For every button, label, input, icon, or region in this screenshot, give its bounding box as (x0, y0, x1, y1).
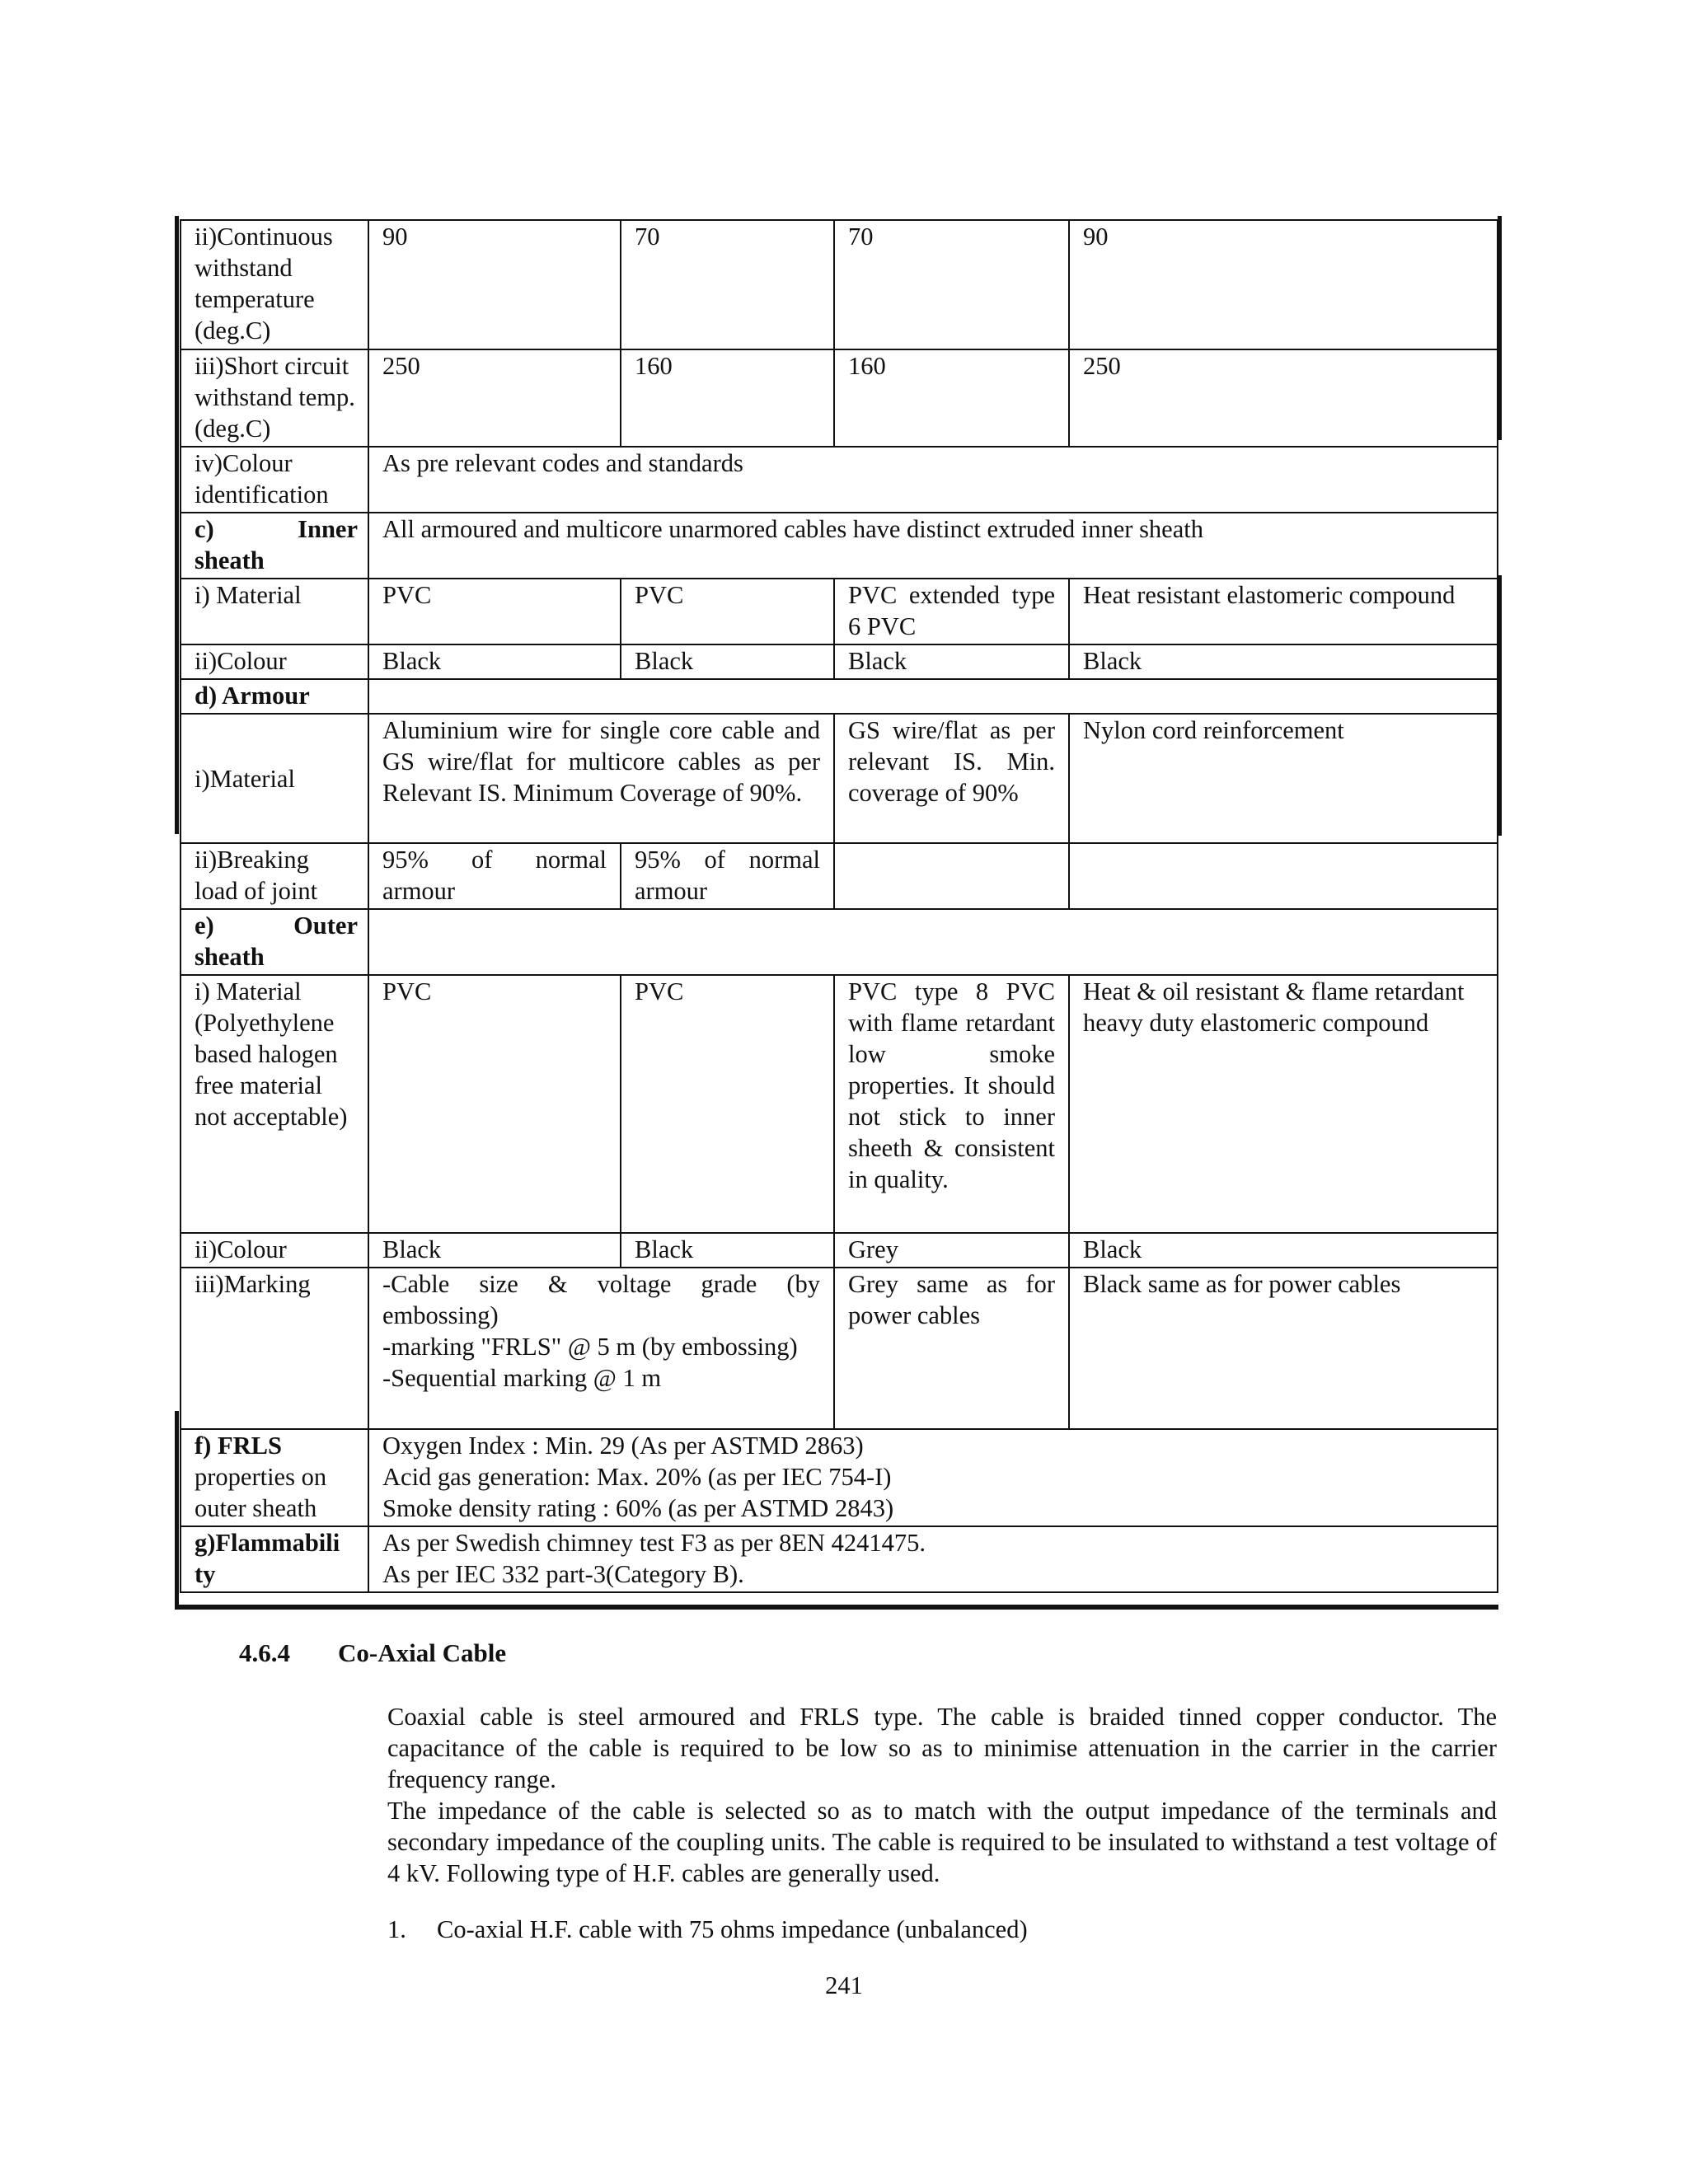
row-label: g)Flammabili ty (181, 1526, 368, 1592)
frls-line: Smoke density rating : 60% (as per ASTMD 2843) (382, 1494, 894, 1522)
list-item (387, 1914, 1028, 1945)
table-row (181, 220, 1498, 349)
label-part: Inner (298, 515, 358, 543)
row-label: ii)Colour (181, 1233, 368, 1268)
table-frame-left (175, 216, 179, 438)
list-number: 1. (387, 1915, 406, 1943)
flammability-line: As per Swedish chimney test F3 as per 8EN 4241475. (382, 1529, 926, 1557)
row-label: i) Material (Polyethylene based halogen free material not acceptable) (181, 975, 368, 1233)
table-row (181, 714, 1498, 843)
table-cell: Black (368, 1233, 621, 1268)
label-part: properties on outer sheath (195, 1463, 327, 1522)
section-number: 4.6.4 (239, 1638, 290, 1667)
table-cell (368, 679, 1498, 714)
row-label (181, 909, 368, 975)
table-cell: 95% of normal armour (621, 843, 834, 909)
row-label: i) Material (181, 579, 368, 644)
table-cell (834, 843, 1069, 909)
table-cell: PVC (368, 579, 621, 644)
table-cell: Grey same as for power cables (834, 1268, 1069, 1429)
table-frame-left (175, 438, 179, 834)
table-cell: 250 (368, 349, 621, 447)
table-cell: 70 (621, 220, 834, 349)
table-row (181, 1233, 1498, 1268)
table-cell: PVC extended type 6 PVC (834, 579, 1069, 644)
table-cell: 90 (368, 220, 621, 349)
table-cell: Black (834, 644, 1069, 679)
table-cell: PVC (621, 975, 834, 1233)
table-cell (368, 1268, 834, 1429)
table-row (181, 447, 1498, 513)
table-cell (368, 1429, 1498, 1526)
row-label: ii)Colour (181, 644, 368, 679)
table-cell: Aluminium wire for single core cable and GS wire/flat for multicore cables as per Relevant IS. Minimum Coverage of 90%. (368, 714, 834, 843)
table-row (181, 843, 1498, 909)
table-cell: Black (1069, 644, 1498, 679)
row-label (181, 513, 368, 579)
table-cell: Grey (834, 1233, 1069, 1268)
table-cell: Heat & oil resistant & flame retardant heavy duty elastomeric compound (1069, 975, 1498, 1233)
page-number: 241 (825, 1971, 863, 1999)
section-title: Co-Axial Cable (338, 1638, 507, 1667)
row-label: ii)Breaking load of joint (181, 843, 368, 909)
table-cell (368, 1526, 1498, 1592)
table-cell: GS wire/flat as per relevant IS. Min. coverage of 90% (834, 714, 1069, 843)
table-cell: PVC (368, 975, 621, 1233)
table-cell: Black (621, 644, 834, 679)
table-cell: 160 (834, 349, 1069, 447)
marking-line: -marking "FRLS" @ 5 m (by embossing) (382, 1333, 798, 1361)
table-row (181, 1429, 1498, 1526)
table-cell: Black (1069, 1233, 1498, 1268)
table-cell (368, 909, 1498, 975)
body-paragraph: Coaxial cable is steel armoured and FRLS type. The cable is braided tinned copper conductor. The capacitance of the cable is required to be low so as to minimise attenuation in the carrier in the carrier frequency range. (387, 1703, 1497, 1793)
table-frame-bottom (175, 1605, 1498, 1610)
row-label: i)Material (181, 714, 368, 843)
table-row (181, 975, 1498, 1233)
table-cell: 160 (621, 349, 834, 447)
table-row (181, 644, 1498, 679)
frls-line: Oxygen Index : Min. 29 (As per ASTMD 2863) (382, 1432, 864, 1460)
table-cell: 95% of normal armour (368, 843, 621, 909)
table-cell: PVC type 8 PVC with flame retardant low smoke properties. It should not stick to inner sheeth & consistent in quality. (834, 975, 1069, 1233)
flammability-line: As per IEC 332 part-3(Category B). (382, 1560, 744, 1588)
table-cell: Black (621, 1233, 834, 1268)
list-text: Co-axial H.F. cable with 75 ohms impedance (unbalanced) (437, 1915, 1028, 1943)
table-cell: 70 (834, 220, 1069, 349)
table-cell: Black (368, 644, 621, 679)
table-row (181, 1526, 1498, 1592)
table-row (181, 349, 1498, 447)
table-row (181, 579, 1498, 644)
table-cell: As pre relevant codes and standards (368, 447, 1498, 513)
label-part: Outer (293, 912, 358, 940)
frls-line: Acid gas generation: Max. 20% (as per IEC 754-I) (382, 1463, 892, 1491)
table-row (181, 679, 1498, 714)
table-cell: Heat resistant elastomeric compound (1069, 579, 1498, 644)
table-cell: 90 (1069, 220, 1498, 349)
label-part: e) (195, 912, 214, 940)
table-cell (1069, 843, 1498, 909)
label-part: f) FRLS (195, 1432, 282, 1460)
table-cell: Nylon cord reinforcement (1069, 714, 1498, 843)
cable-spec-table (180, 219, 1498, 1593)
label-part: sheath (195, 546, 265, 574)
table-cell: Black same as for power cables (1069, 1268, 1498, 1429)
label-part: c) (195, 515, 214, 543)
table-cell: 250 (1069, 349, 1498, 447)
table-row (181, 909, 1498, 975)
row-label: d) Armour (181, 679, 368, 714)
table-frame-left (175, 1411, 179, 1609)
table-cell: All armoured and multicore unarmored cables have distinct extruded inner sheath (368, 513, 1498, 579)
marking-line: -Cable size & voltage grade (by embossing) (382, 1270, 820, 1329)
row-label: iii)Short circuit withstand temp. (deg.C) (181, 349, 368, 447)
table-row (181, 513, 1498, 579)
marking-line: -Sequential marking @ 1 m (382, 1364, 662, 1392)
row-label: ii)Continuous withstand temperature (deg.C) (181, 220, 368, 349)
table-row (181, 1268, 1498, 1429)
row-label (181, 1429, 368, 1526)
body-paragraph: The impedance of the cable is selected so as to match with the output impedance of the terminals and secondary impedance of the coupling units. The cable is required to be insulated to withstand a test voltage of 4 kV. Following type of H.F. cables are generally used. (387, 1797, 1497, 1887)
label-part: sheath (195, 943, 265, 971)
table-cell: PVC (621, 579, 834, 644)
row-label: iv)Colour identification (181, 447, 368, 513)
row-label: iii)Marking (181, 1268, 368, 1429)
